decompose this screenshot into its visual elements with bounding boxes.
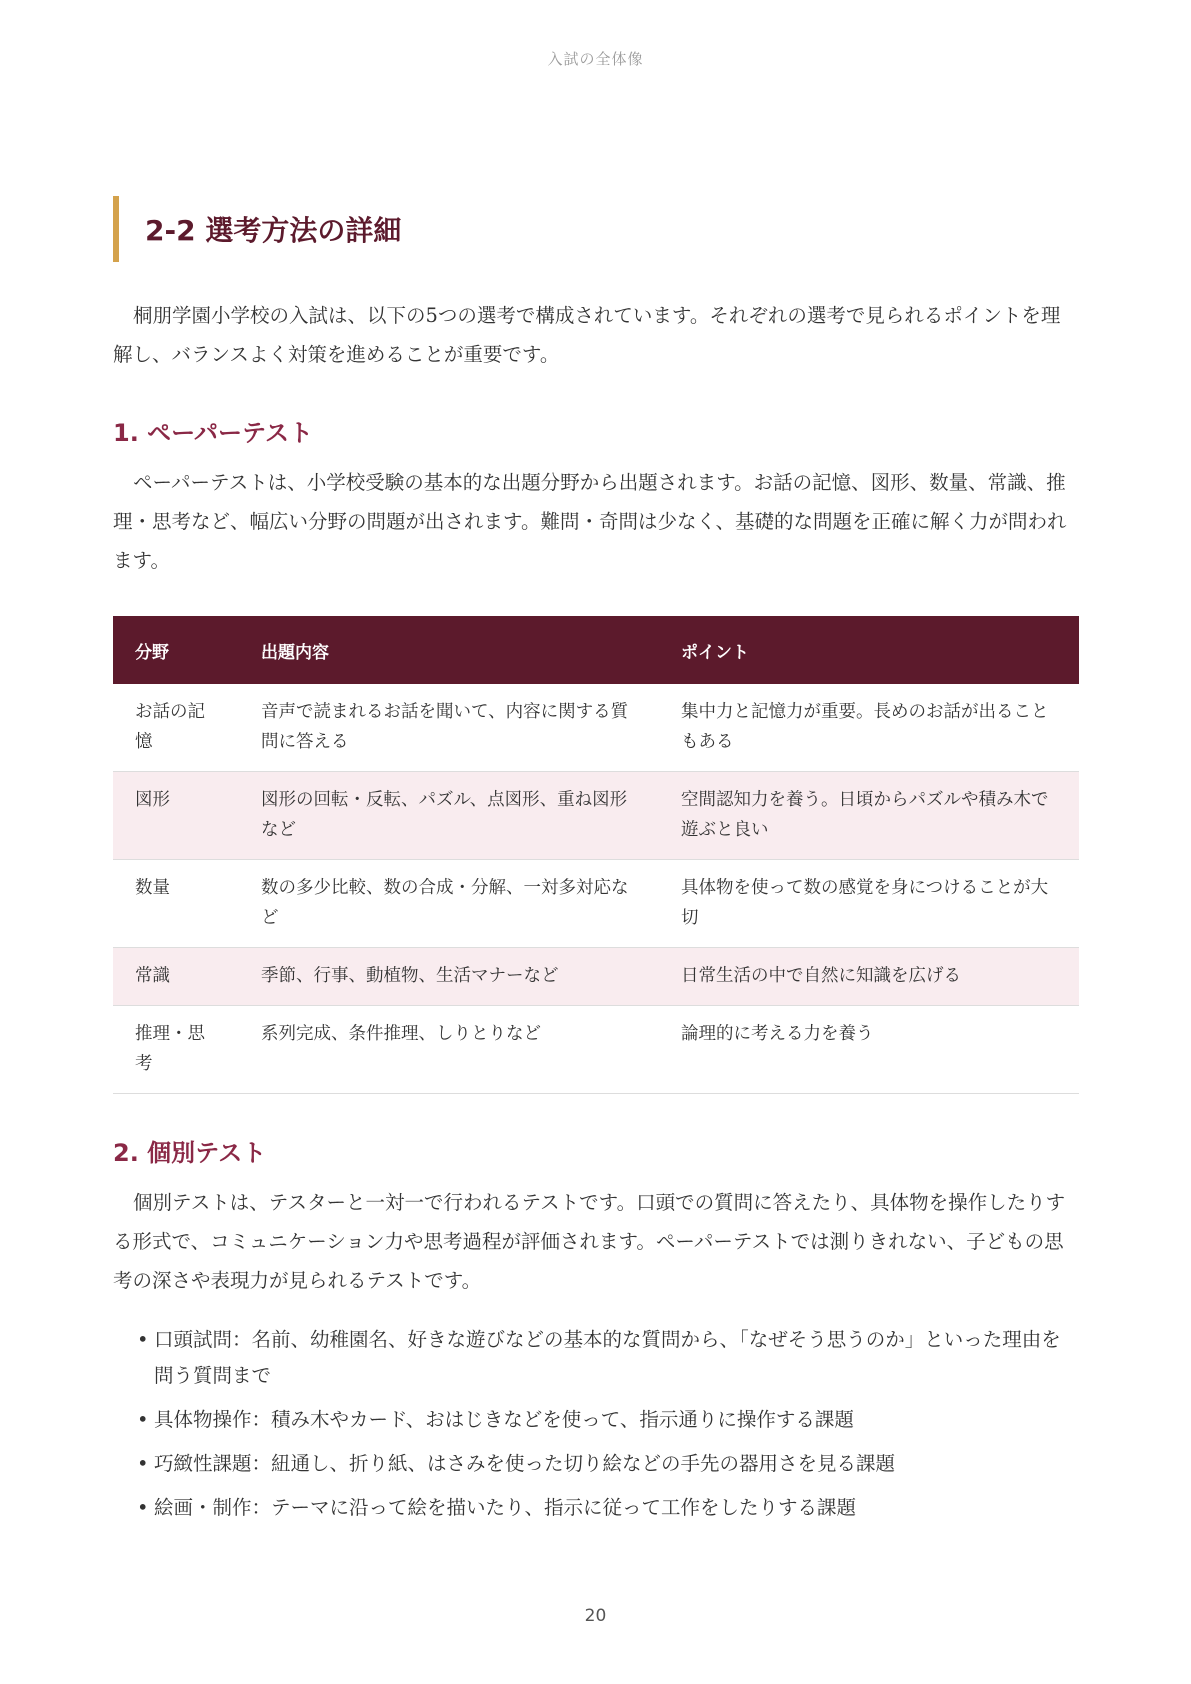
column-header-field: 分野 bbox=[113, 616, 239, 684]
paper-test-paragraph: ペーパーテストは、小学校受験の基本的な出題分野から出題されます。お話の記憶、図形、数量、常識、推理・思考など、幅広い分野の問題が出されます。難問・奇問は少なく、基礎的な問題を正確に解く力が問われます。 bbox=[113, 471, 1067, 572]
cell-point: 論理的に考える力を養う bbox=[659, 1006, 1079, 1094]
cell-point: 空間認知力を養う。日頃からパズルや積み木で遊ぶと良い bbox=[659, 772, 1079, 860]
cell-content: 系列完成、条件推理、しりとりなど bbox=[239, 1006, 659, 1094]
individual-test-paragraph: 個別テストは、テスターと一対一で行われるテストです。口頭での質問に答えたり、具体物を操作したりする形式で、コミュニケーション力や思考過程が評価されます。ペーパーテストでは測りきれない、子どもの思考の深さや表現力が見られるテストです。 bbox=[113, 1191, 1066, 1292]
column-header-content: 出題内容 bbox=[239, 616, 659, 684]
cell-point: 具体物を使って数の感覚を身につけることが大切 bbox=[659, 860, 1079, 948]
list-item bbox=[113, 1402, 1079, 1438]
table-row bbox=[113, 860, 1079, 948]
list-item-text: 具体物操作：積み木やカード、おはじきなどを使って、指示通りに操作する課題 bbox=[154, 1408, 854, 1431]
list-item-text: 口頭試問：名前、幼稚園名、好きな遊びなどの基本的な質問から、「なぜそう思うのか」といった理由を問う質問まで bbox=[154, 1328, 1061, 1387]
table-row bbox=[113, 948, 1079, 1006]
paper-test-table bbox=[113, 616, 1079, 1094]
bullet-dot-icon: • bbox=[137, 1496, 149, 1519]
cell-point: 日常生活の中で自然に知識を広げる bbox=[659, 948, 1079, 1006]
section-title: 2-2 選考方法の詳細 bbox=[113, 196, 1079, 262]
bullet-dot-icon: • bbox=[137, 1452, 149, 1475]
page-content bbox=[113, 196, 1079, 1534]
section-intro: 桐朋学園小学校の入試は、以下の5つの選考で構成されています。それぞれの選考で見られるポイントを理解し、バランスよく対策を進めることが重要です。 bbox=[113, 304, 1061, 366]
cell-point: 集中力と記憶力が重要。長めのお話が出ることもある bbox=[659, 684, 1079, 772]
running-header: 入試の全体像 bbox=[547, 50, 644, 68]
cell-content: 季節、行事、動植物、生活マナーなど bbox=[239, 948, 659, 1006]
table-header-row bbox=[113, 616, 1079, 684]
cell-field: 推理・思考 bbox=[113, 1006, 239, 1094]
bullet-dot-icon: • bbox=[137, 1408, 149, 1431]
individual-test-list bbox=[113, 1322, 1079, 1526]
list-item bbox=[113, 1322, 1079, 1394]
table-row bbox=[113, 684, 1079, 772]
table-row bbox=[113, 1006, 1079, 1094]
list-item-text: 巧緻性課題：紐通し、折り紙、はさみを使った切り絵などの手先の器用さを見る課題 bbox=[154, 1452, 896, 1475]
column-header-point: ポイント bbox=[659, 616, 1079, 684]
cell-field: 数量 bbox=[113, 860, 239, 948]
cell-field: 図形 bbox=[113, 772, 239, 860]
list-item-text: 絵画・制作：テーマに沿って絵を描いたり、指示に従って工作をしたりする課題 bbox=[154, 1496, 857, 1519]
cell-content: 数の多少比較、数の合成・分解、一対多対応など bbox=[239, 860, 659, 948]
cell-content: 音声で読まれるお話を聞いて、内容に関する質問に答える bbox=[239, 684, 659, 772]
individual-test-heading: 2. 個別テスト bbox=[113, 1139, 267, 1167]
page-number: 20 bbox=[584, 1606, 607, 1626]
paper-test-heading: 1. ペーパーテスト bbox=[113, 419, 314, 447]
list-item bbox=[113, 1490, 1079, 1526]
cell-content: 図形の回転・反転、パズル、点図形、重ね図形など bbox=[239, 772, 659, 860]
cell-field: お話の記憶 bbox=[113, 684, 239, 772]
table-row bbox=[113, 772, 1079, 860]
list-item bbox=[113, 1446, 1079, 1482]
cell-field: 常識 bbox=[113, 948, 239, 1006]
bullet-dot-icon: • bbox=[137, 1328, 149, 1351]
